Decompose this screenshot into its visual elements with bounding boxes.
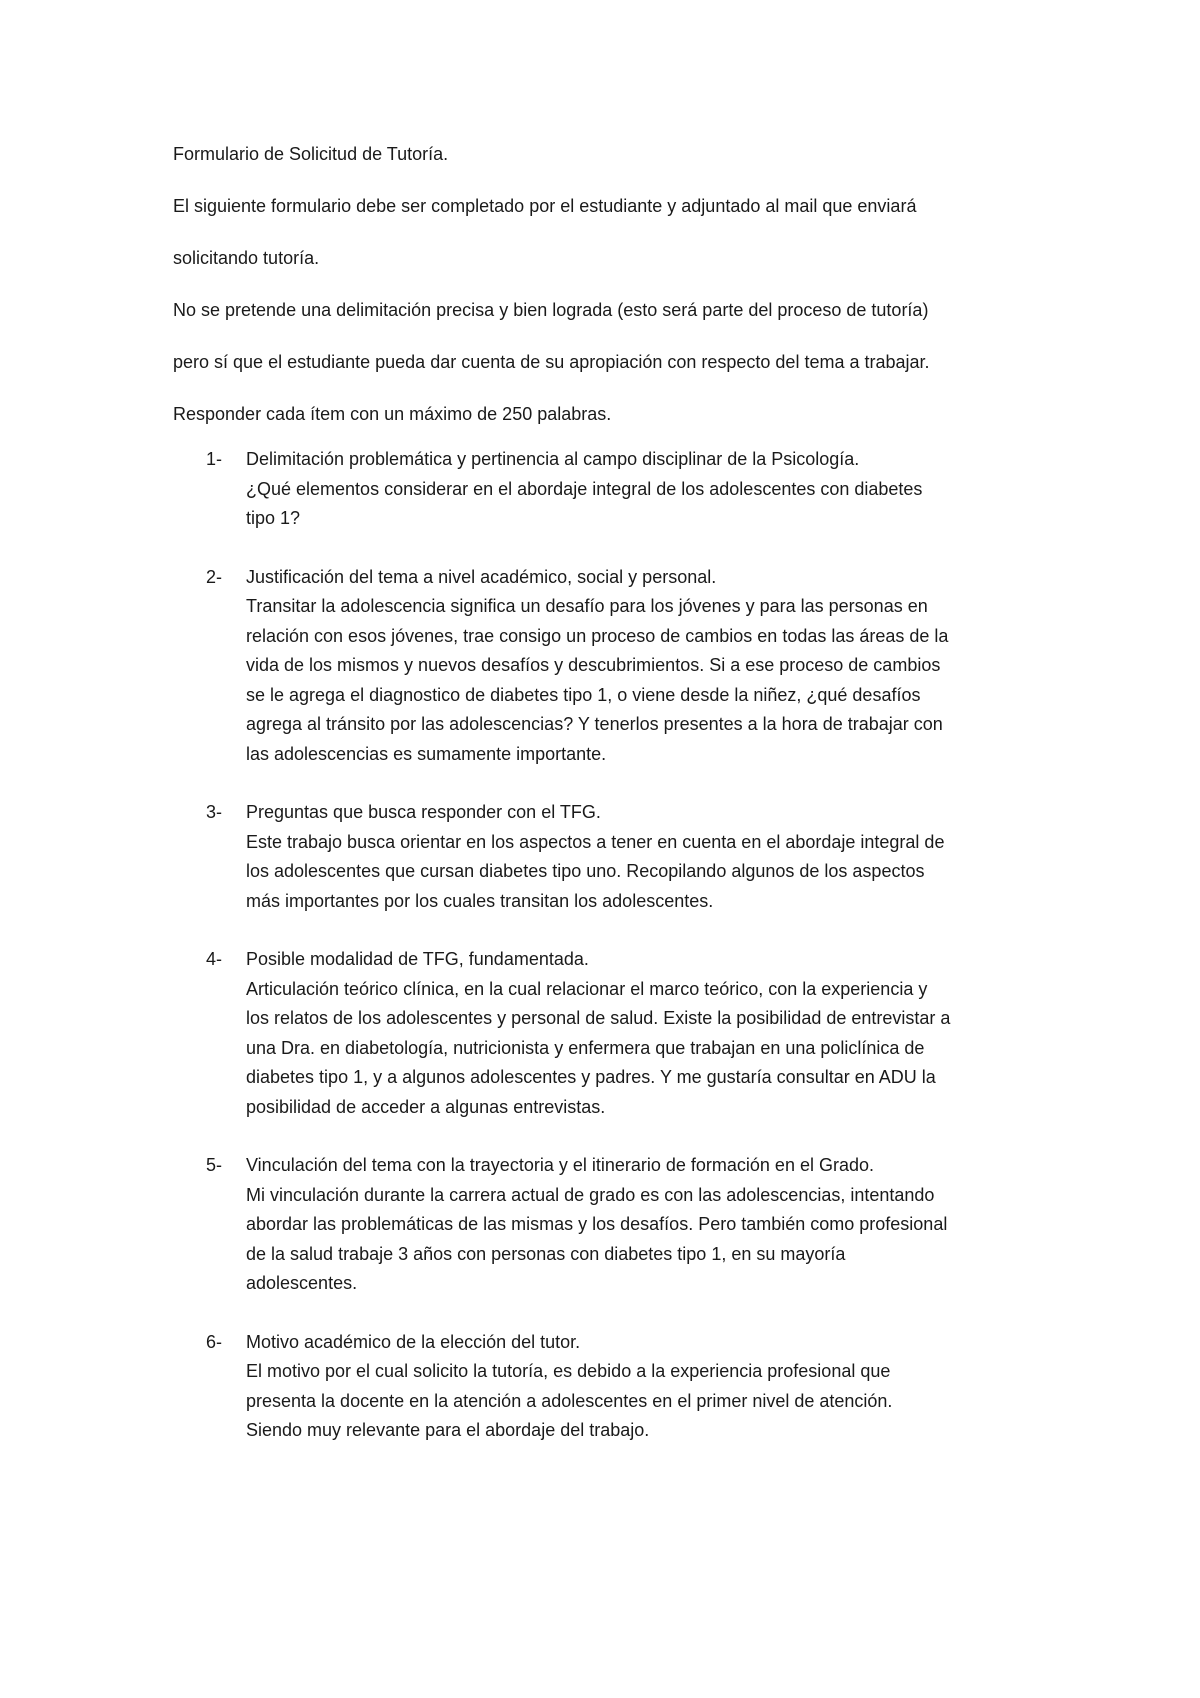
item-body: [246, 1357, 1053, 1446]
item-number: 6-: [206, 1331, 223, 1352]
body-line: ¿Qué elementos considerar en el abordaje integral de los adolescentes con diabetes: [246, 478, 923, 499]
item-number: 1-: [206, 449, 223, 469]
intro-line: pero sí que el estudiante pueda dar cuenta de su apropiación con respecto del tema a trabajar.: [173, 352, 930, 372]
body-line: las adolescencias es sumamente importante.: [246, 743, 607, 764]
body-line: más importantes por los cuales transitan los adolescentes.: [246, 890, 714, 911]
body-line: posibilidad de acceder a algunas entrevistas.: [246, 1096, 606, 1117]
intro-line: El siguiente formulario debe ser completado por el estudiante y adjuntado al mail que enviará: [173, 196, 917, 216]
body-line: una Dra. en diabetología, nutricionista y enfermera que trabajan en una policlínica de: [246, 1037, 925, 1058]
list-item: [173, 1151, 1053, 1299]
list-item: [173, 563, 1053, 770]
body-line: los relatos de los adolescentes y personal de salud. Existe la posibilidad de entrevistar a: [246, 1008, 951, 1028]
item-number: 3-: [206, 802, 223, 822]
body-line: los adolescentes que cursan diabetes tipo uno. Recopilando algunos de los aspectos: [246, 861, 925, 881]
body-line: abordar las problemáticas de las mismas y los desafíos. Pero también como profesional: [246, 1214, 948, 1234]
intro-section: [173, 143, 1053, 425]
list-item: [173, 1328, 1053, 1446]
intro-line: solicitando tutoría.: [173, 248, 320, 268]
item-title: Delimitación problemática y pertinencia al campo disciplinar de la Psicología.: [246, 449, 860, 469]
item-body: [246, 975, 1053, 1123]
body-line: relación con esos jóvenes, trae consigo un proceso de cambios en todas las áreas de la: [246, 625, 949, 646]
item-title: Justificación del tema a nivel académico, social y personal.: [246, 566, 717, 587]
body-line: presenta la docente en la atención a adolescentes en el primer nivel de atención.: [246, 1390, 893, 1411]
item-number: 5-: [206, 1155, 223, 1175]
body-line: tipo 1?: [246, 508, 301, 528]
body-line: Siendo muy relevante para el abordaje del trabajo.: [246, 1420, 650, 1440]
body-line: adolescentes.: [246, 1273, 358, 1293]
body-line: Mi vinculación durante la carrera actual de grado es con las adolescencias, intentando: [246, 1184, 935, 1205]
intro-line: Responder cada ítem con un máximo de 250 palabras.: [173, 404, 612, 424]
item-title: Vinculación del tema con la trayectoria y el itinerario de formación en el Grado.: [246, 1155, 874, 1175]
body-line: vida de los mismos y nuevos desafíos y descubrimientos. Si a ese proceso de cambios: [246, 655, 941, 675]
body-line: agrega al tránsito por las adolescencias? Y tenerlos presentes a la hora de trabajar con: [246, 714, 943, 734]
body-line: El motivo por el cual solicito la tutoría, es debido a la experiencia profesional que: [246, 1361, 891, 1381]
list-item: [173, 445, 1053, 534]
document-title: Formulario de Solicitud de Tutoría.: [173, 144, 449, 164]
list-item: [173, 798, 1053, 916]
body-line: se le agrega el diagnostico de diabetes tipo 1, o viene desde la niñez, ¿qué desafíos: [246, 684, 921, 705]
body-line: diabetes tipo 1, y a algunos adolescentes y padres. Y me gustaría consultar en ADU la: [246, 1067, 936, 1087]
list-item: [173, 945, 1053, 1122]
body-line: de la salud trabaje 3 años con personas con diabetes tipo 1, en su mayoría: [246, 1243, 846, 1264]
intro-line: No se pretende una delimitación precisa y bien lograda (esto será parte del proceso de tutoría): [173, 300, 929, 320]
document-content: [173, 143, 1053, 1446]
item-title: Preguntas que busca responder con el TFG.: [246, 802, 601, 822]
body-line: Este trabajo busca orientar en los aspectos a tener en cuenta en el abordaje integral de: [246, 831, 945, 852]
item-body: [246, 475, 1053, 534]
item-title: Motivo académico de la elección del tutor.: [246, 1331, 581, 1352]
item-body: [246, 1181, 1053, 1299]
item-number: 2-: [206, 566, 223, 587]
item-body: [246, 592, 1053, 769]
numbered-list: [173, 445, 1053, 1446]
item-body: [246, 828, 1053, 917]
item-number: 4-: [206, 949, 223, 969]
body-line: Transitar la adolescencia significa un desafío para los jóvenes y para las personas en: [246, 596, 928, 616]
item-title: Posible modalidad de TFG, fundamentada.: [246, 949, 589, 969]
body-line: Articulación teórico clínica, en la cual relacionar el marco teórico, con la experiencia y: [246, 978, 928, 999]
